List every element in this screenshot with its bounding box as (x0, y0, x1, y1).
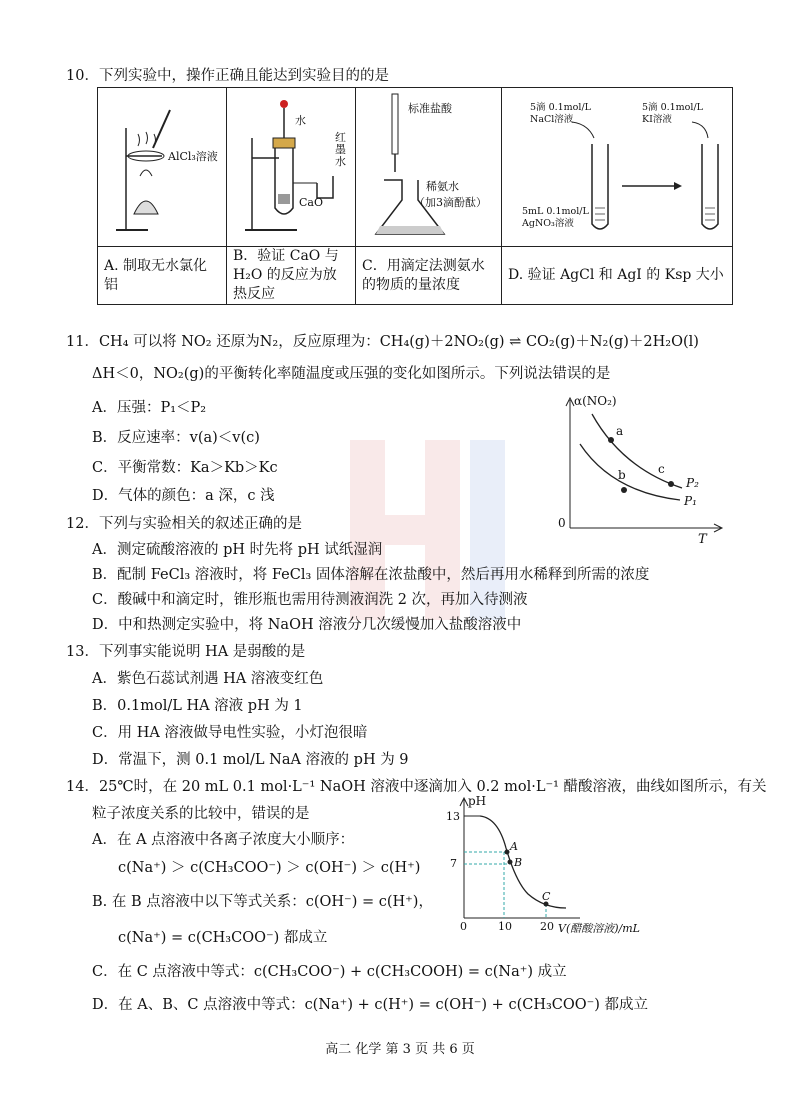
q14-option-b-line2: c(Na⁺) = c(CH₃COO⁻) 都成立 (118, 930, 328, 946)
q11-line1: 11．CH₄ 可以将 NO₂ 还原为N₂，反应原理为：CH₄(g)＋2NO₂(g) ⇌ CO₂(g)＋N₂(g)＋2H₂O(l) (66, 334, 699, 350)
page-footer: 高二 化学 第 3 页 共 6 页 (325, 1042, 475, 1057)
q11-point-c (668, 481, 674, 487)
q11-option-c: C．平衡常数：Ka＞Kb＞Kc (92, 460, 278, 476)
panel-b-ink: 红墨水 (335, 131, 346, 168)
q14-option-a-line1: A．在 A 点溶液中各离子浓度大小顺序： (92, 832, 355, 848)
q14-option-b-line1: B. 在 B 点溶液中以下等式关系：c(OH⁻) = c(H⁺)， (92, 894, 433, 910)
q11-xlabel: T (698, 532, 707, 547)
q14-x0: 0 (460, 920, 467, 933)
q11-option-a: A．压强：P₁＜P₂ (92, 400, 207, 416)
panel-b-figure (227, 88, 356, 247)
q10-option-a: A. 制取无水氯化铝 (104, 257, 208, 293)
q13-option-b: B．0.1mol/L HA 溶液 pH 为 1 (92, 698, 303, 714)
q11-option-b: B．反应速率：v(a)＜v(c) (92, 430, 260, 446)
panel-a-label: AlCl₃溶液 (168, 150, 218, 163)
q14-y13: 13 (446, 810, 460, 823)
q11-graph-axes (552, 388, 732, 548)
q14-x10: 10 (498, 920, 512, 933)
q10-option-d: D. 验证 AgCl 和 AgI 的 Ksp 大小 (508, 267, 724, 283)
q11-point-a (608, 437, 614, 443)
q10-option-c: C．用滴定法测氨水的物质的量浓度 (362, 257, 485, 293)
q14-label-a: A (510, 840, 518, 853)
q14-line1: 14．25℃时，在 20 mL 0.1 mol·L⁻¹ NaOH 溶液中逐滴加入 0.2 mol·L⁻¹ 醋酸溶液，曲线如图所示，有关 (66, 779, 767, 795)
q14-option-c: C．在 C 点溶液中等式：c(CH₃COO⁻) + c(CH₃COOH) = c(Na⁺) 成立 (92, 964, 567, 980)
q14-y7: 7 (450, 857, 457, 870)
q11-label-p1: P₁ (684, 494, 697, 508)
panel-a-figure (98, 88, 227, 247)
q12-option-a: A．测定硫酸溶液的 pH 时先将 pH 试纸湿润 (92, 542, 383, 558)
q11-point-b (621, 487, 627, 493)
q12-option-d: D．中和热测定实验中，将 NaOH 溶液分几次缓慢加入盐酸溶液中 (92, 617, 522, 633)
q13-option-c: C．用 HA 溶液做导电性实验，小灯泡很暗 (92, 725, 368, 741)
panel-d-figure (502, 88, 733, 247)
q11-label-p2: P₂ (686, 476, 699, 490)
q13-stem: 13．下列事实能说明 HA 是弱酸的是 (66, 644, 306, 660)
q12-option-c: C．酸碱中和滴定时，锥形瓶也需用待测液润洗 2 次，再加入待测液 (92, 592, 528, 608)
panel-d-ki: 5滴 0.1mol/L KI溶液 (642, 102, 703, 125)
q11-graph (552, 388, 732, 548)
panel-d-nacl: 5滴 0.1mol/L NaCl溶液 (530, 102, 591, 125)
evaporation-apparatus-icon (98, 88, 226, 246)
q14-point-a (505, 850, 510, 855)
q10-experiment-table (97, 87, 733, 305)
q10-stem: 10．下列实验中，操作正确且能达到实验目的的是 (66, 68, 389, 84)
q11-ylabel: α(NO₂) (574, 394, 617, 408)
q11-label-b: b (618, 468, 626, 482)
q13-option-a: A．紫色石蕊试剂遇 HA 溶液变红色 (92, 671, 324, 687)
q14-label-b: B (514, 856, 523, 869)
panel-c-acid: 标准盐酸 (408, 102, 452, 115)
q14-xlabel: V(醋酸溶液)/mL (558, 922, 640, 935)
q14-x20: 20 (540, 920, 554, 933)
q14-line2: 粒子浓度关系的比较中，错误的是 (92, 806, 310, 822)
panel-c-ammonia: 稀氨水 (426, 180, 459, 193)
q11-line2: ΔH＜0，NO₂(g)的平衡转化率随温度或压强的变化如图所示。下列说法错误的是 (92, 366, 611, 382)
q14-ylabel: pH (468, 794, 487, 808)
q14-point-b (508, 860, 513, 865)
q11-origin: 0 (558, 516, 566, 530)
q11-label-a: a (616, 424, 624, 438)
q13-option-d: D．常温下，测 0.1 mol/L NaA 溶液的 pH 为 9 (92, 752, 409, 768)
panel-c-figure (356, 88, 502, 247)
panel-b-cao: CaO (299, 196, 323, 209)
q14-label-c: C (542, 890, 551, 903)
q11-option-d: D．气体的颜色：a 深，c 浅 (92, 488, 275, 504)
q10-option-b: B．验证 CaO 与 H₂O 的反应为放热反应 (233, 248, 339, 302)
q11-label-c: c (658, 462, 665, 476)
panel-d-agno3: 5mL 0.1mol/L AgNO₃溶液 (522, 206, 589, 229)
q12-stem: 12．下列与实验相关的叙述正确的是 (66, 516, 302, 532)
panel-c-indicator: （加3滴酚酞） (414, 196, 487, 209)
q12-option-b: B．配制 FeCl₃ 溶液时，将 FeCl₃ 固体溶解在浓盐酸中，然后再用水稀释到所需的浓度 (92, 567, 650, 583)
q14-option-d: D．在 A、B、C 点溶液中等式：c(Na⁺) + c(H⁺) = c(OH⁻) + c(CH₃COO⁻) 都成立 (92, 997, 649, 1013)
q14-graph (440, 794, 670, 944)
panel-b-water: 水 (295, 114, 306, 127)
q14-option-a-line2: c(Na⁺) ＞ c(CH₃COO⁻) ＞ c(OH⁻) ＞ c(H⁺) (118, 860, 421, 876)
